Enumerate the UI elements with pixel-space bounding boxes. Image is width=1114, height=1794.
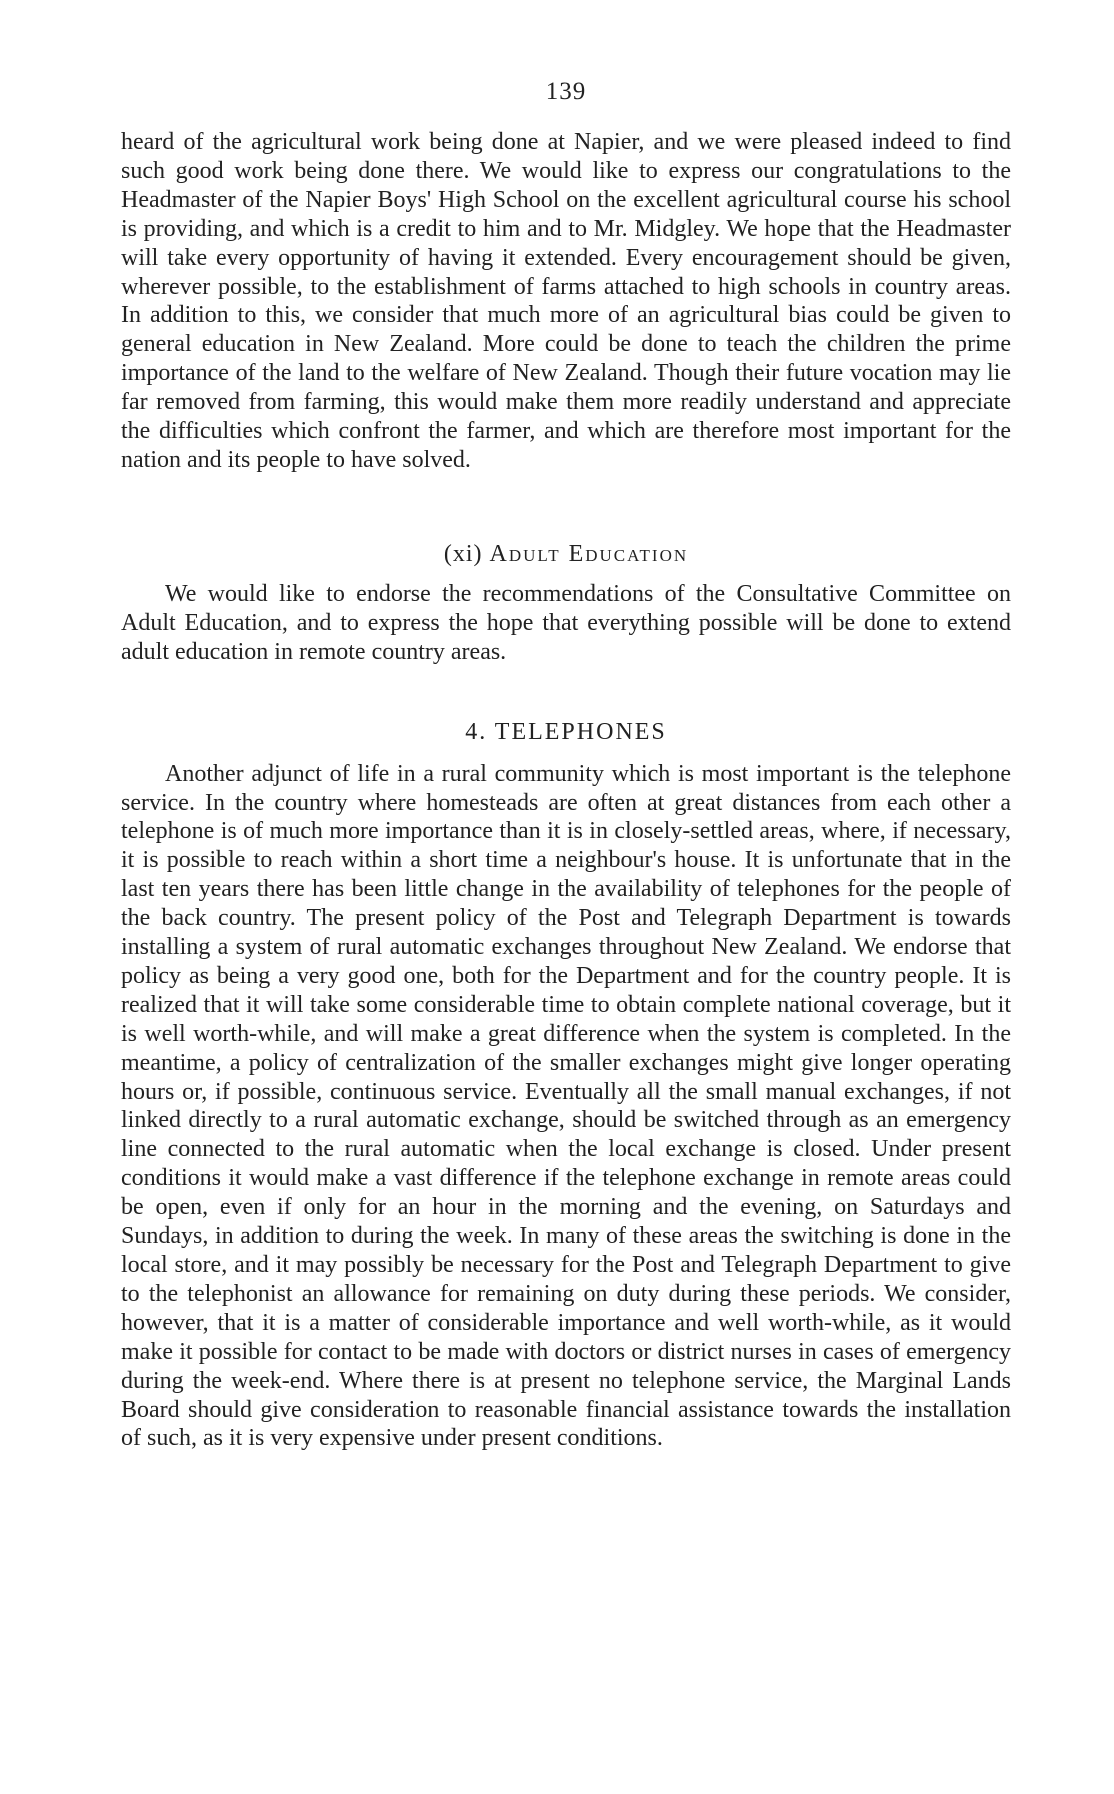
- adult-education-title: Adult Education: [489, 540, 689, 567]
- telephones-paragraph: Another adjunct of life in a rural community which is most important is the telephone service. In the country where homesteads are often at great distances from each other a telephone is of much more importance than it is in closely-settled areas, where, if necessary, it is possible to reach within a short time a neighbour's house. It is unfortunate that in the last ten years there has been little change in the availability of telephones for the people of the back country. The present policy of the Post and Telegraph Department is towards installing a system of rural automatic exchanges throughout New Zealand. We endorse that policy as being a very good one, both for the Department and for the country people. It is realized that it will take some considerable time to obtain complete national coverage, but it is well worth-while, and will make a great difference when the system is completed. In the meantime, a policy of centralization of the smaller exchanges might give longer operating hours or, if possible, continuous service. Eventually all the small manual exchanges, if not linked directly to a rural automatic exchange, should be switched through as an emergency line connected to the rural automatic when the local exchange is closed. Under present conditions it would make a vast difference if the telephone exchange in remote areas could be open, even if only for an hour in the morning and the evening, on Saturdays and Sundays, in addition to during the week. In many of these areas the switching is done in the local store, and it may possibly be necessary for the Post and Telegraph Department to give to the telephonist an allowance for remaining on duty during these periods. We consider, however, that it is a matter of considerable importance and well worth-while, as it would make it possible for contact to be made with doctors or district nurses in cases of emergency during the week-end. Where there is at present no telephone service, the Marginal Lands Board should give consideration to reasonable financial assistance towards the installation of such, as it is very expensive under present conditions.: [121, 760, 1011, 1452]
- document-page: [121, 78, 1011, 1453]
- telephones-heading: 4. TELEPHONES: [465, 718, 667, 745]
- adult-education-heading: [121, 541, 1011, 568]
- intro-paragraph: heard of the agricultural work being done at Napier, and we were pleased indeed to find such good work being done there. We would like to express our congratulations to the Headmaster of the Napier Boys' High School on the excellent agricultural course his school is providing, and which is a credit to him and to Mr. Midgley. We hope that the Headmaster will take every opportunity of having it extended. Every encouragement should be given, wherever possible, to the establishment of farms attached to high schools in country areas. In addition to this, we consider that much more of an agricultural bias could be given to general education in New Zealand. More could be done to teach the children the prime importance of the land to the welfare of New Zealand. Though their future vocation may lie far removed from farming, this would make them more readily understand and appreciate the difficulties which confront the farmer, and which are therefore most important for the nation and its people to have solved.: [121, 129, 1011, 473]
- adult-education-paragraph: We would like to endorse the recommendations of the Consultative Committee on Adult Education, and to express the hope that everything possible will be done to extend adult education in remote country areas.: [121, 580, 1011, 665]
- page-number: 139: [545, 78, 587, 105]
- adult-education-number: (xi): [443, 540, 483, 567]
